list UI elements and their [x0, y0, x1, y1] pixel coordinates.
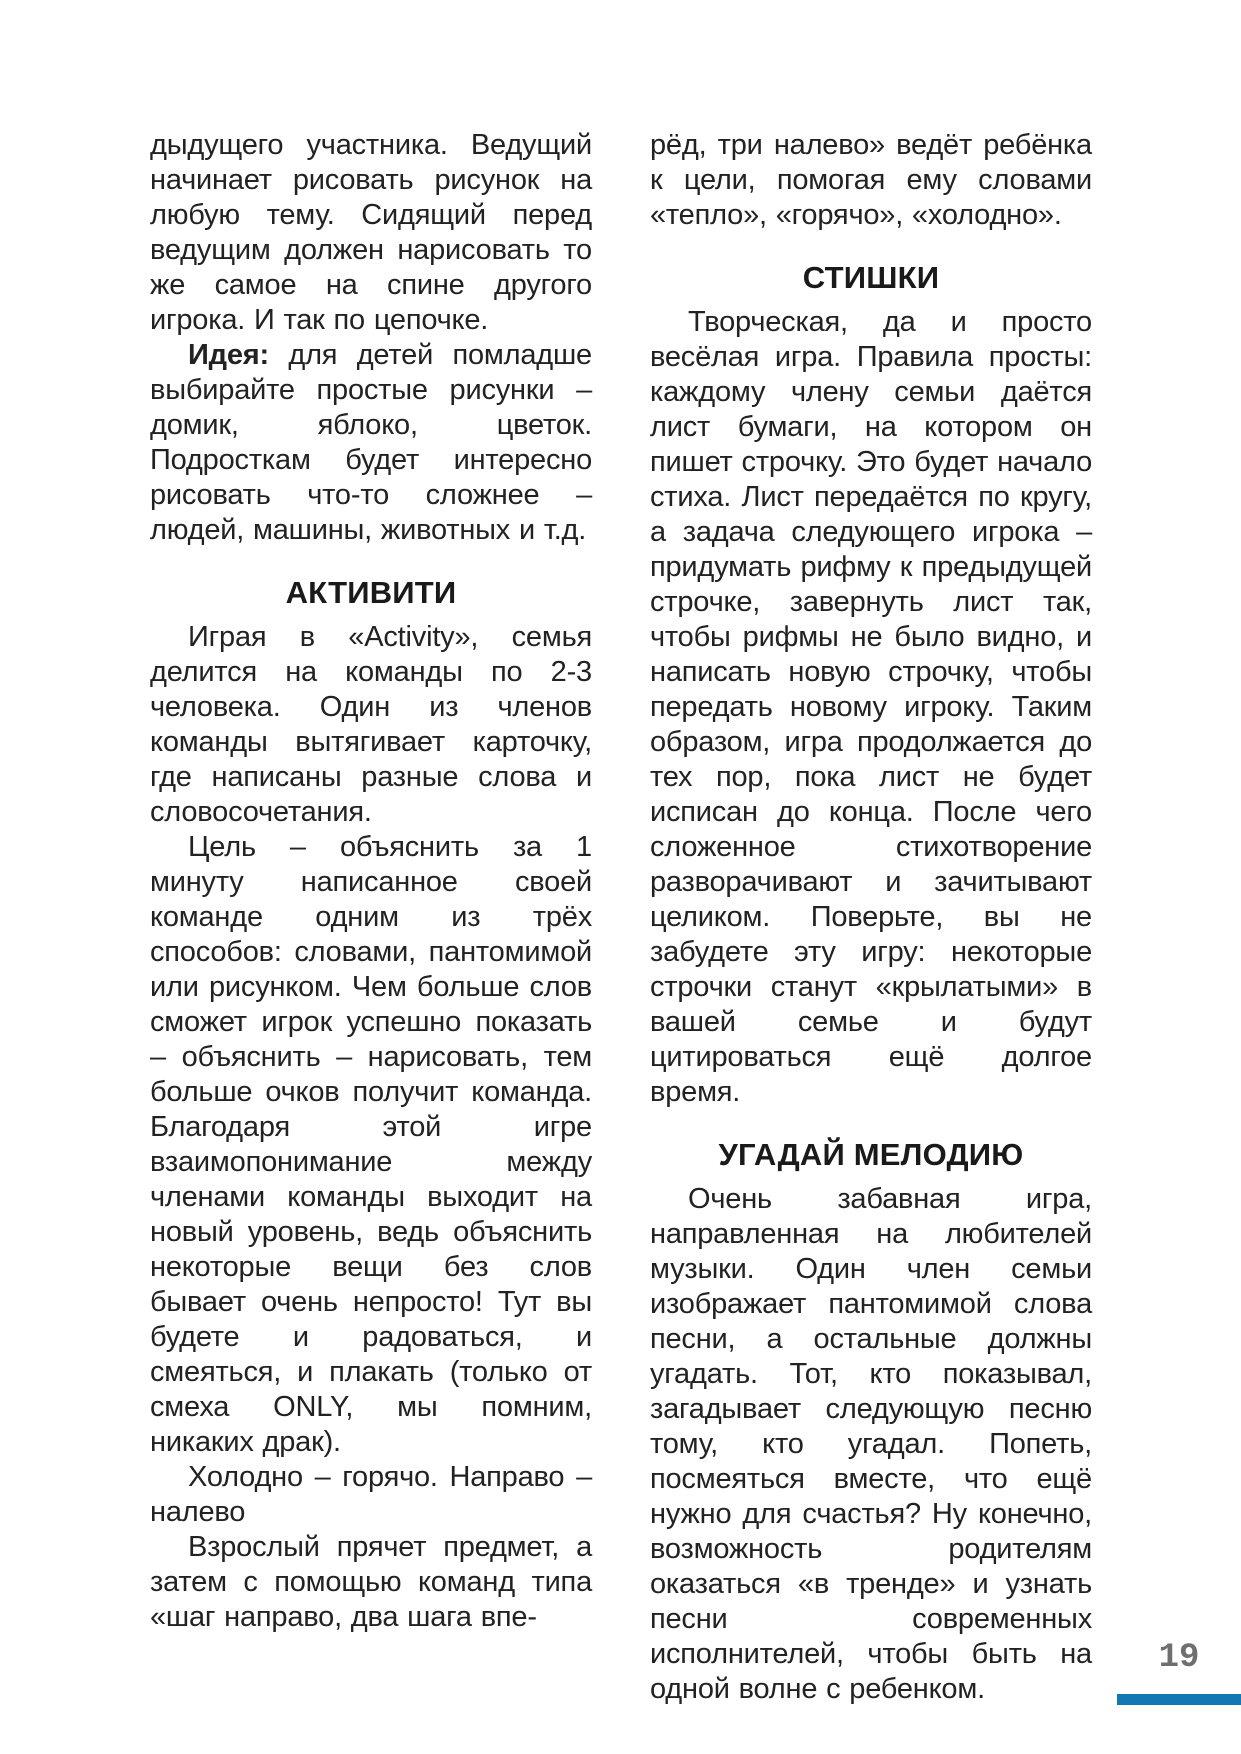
idea-text: для детей помладше выбирайте простые рисунки – домик, яблоко, цветок. Подросткам будет интересно рисовать что-то сложнее – людей, машины, животных и т.д. [150, 339, 592, 546]
right-column [650, 128, 1092, 1707]
paragraph-verses: Творческая, да и просто весёлая игра. Правила просты: каждому члену семьи даётся лист бумаги, на котором он пишет строчку. Это будет начало стиха. Лист передаётся по кругу, а задача следующего игрока – придумать рифму к предыдущей строчке, завернуть лист так, чтобы рифмы не было видно, и написать новую строчку, чтобы передать новому игроку. Таким образом, игра продолжается до тех пор, пока лист не будет исписан до конца. После чего сложенное стихотворение разворачивают и зачитывают целиком. Поверьте, вы не забудете эту игру: некоторые строчки станут «крылатыми» в вашей семье и будут цитироваться ещё долгое время. [650, 306, 1092, 1108]
paragraph-hot-cold-title: Холодно – горячо. Направо – налево [150, 1461, 592, 1528]
page-accent-bar [1117, 1694, 1241, 1705]
section-heading-melody: УГАДАЙ МЕЛОДИЮ [718, 1137, 1024, 1172]
paragraph-activity-intro: Играя в «Activity», семья делится на команды по 2-3 человека. Один из членов команды вытягивает карточку, где написаны разные слова и словосочетания. [150, 621, 592, 828]
left-column [150, 128, 592, 1707]
paragraph-idea [150, 338, 592, 548]
paragraph-continuation: дыдущего участника. Ведущий начинает рисовать рисунок на любую тему. Сидящий перед ведущим должен нарисовать то же самое на спине другого игрока. И так по цепочке. [150, 129, 592, 336]
section-heading-activity: АКТИВИТИ [285, 575, 457, 610]
paragraph-hot-cold-continuation: рёд, три налево» ведёт ребёнка к цели, помогая ему словами «тепло», «горячо», «холодно». [650, 129, 1092, 231]
paragraph-hot-cold-text: Взрослый прячет предмет, а затем с помощью команд типа «шаг направо, два шага впе- [150, 1531, 592, 1633]
section-heading-verses: СТИШКИ [802, 260, 940, 295]
paragraph-activity-goal: Цель – объяснить за 1 минуту написанное своей команде одним из трёх способов: словами, пантомимой или рисунком. Чем больше слов сможет игрок успешно показать – объяснить – нарисовать, тем больше очков получит команда. Благодаря этой игре взаимопонимание между членами команды выходит на новый уровень, ведь объяснить некоторые вещи без слов бывает очень непросто! Тут вы будете и радоваться, и смеяться, и плакать (только от смеха ONLY, мы помним, никаких драк). [150, 831, 592, 1458]
paragraph-melody: Очень забавная игра, направленная на любителей музыки. Один член семьи изображает пантомимой слова песни, а остальные должны угадать. Тот, кто показывал, загадывает следующую песню тому, кто угадал. Попеть, посмеяться вместе, что ещё нужно для счастья? Ну конечно, возможность родителям оказаться «в тренде» и узнать песни современных исполнителей, чтобы быть на одной волне с ребенком. [650, 1183, 1092, 1705]
page-number: 19 [1158, 1639, 1200, 1677]
page-content [150, 128, 1092, 1707]
idea-label: Идея: [188, 339, 269, 371]
